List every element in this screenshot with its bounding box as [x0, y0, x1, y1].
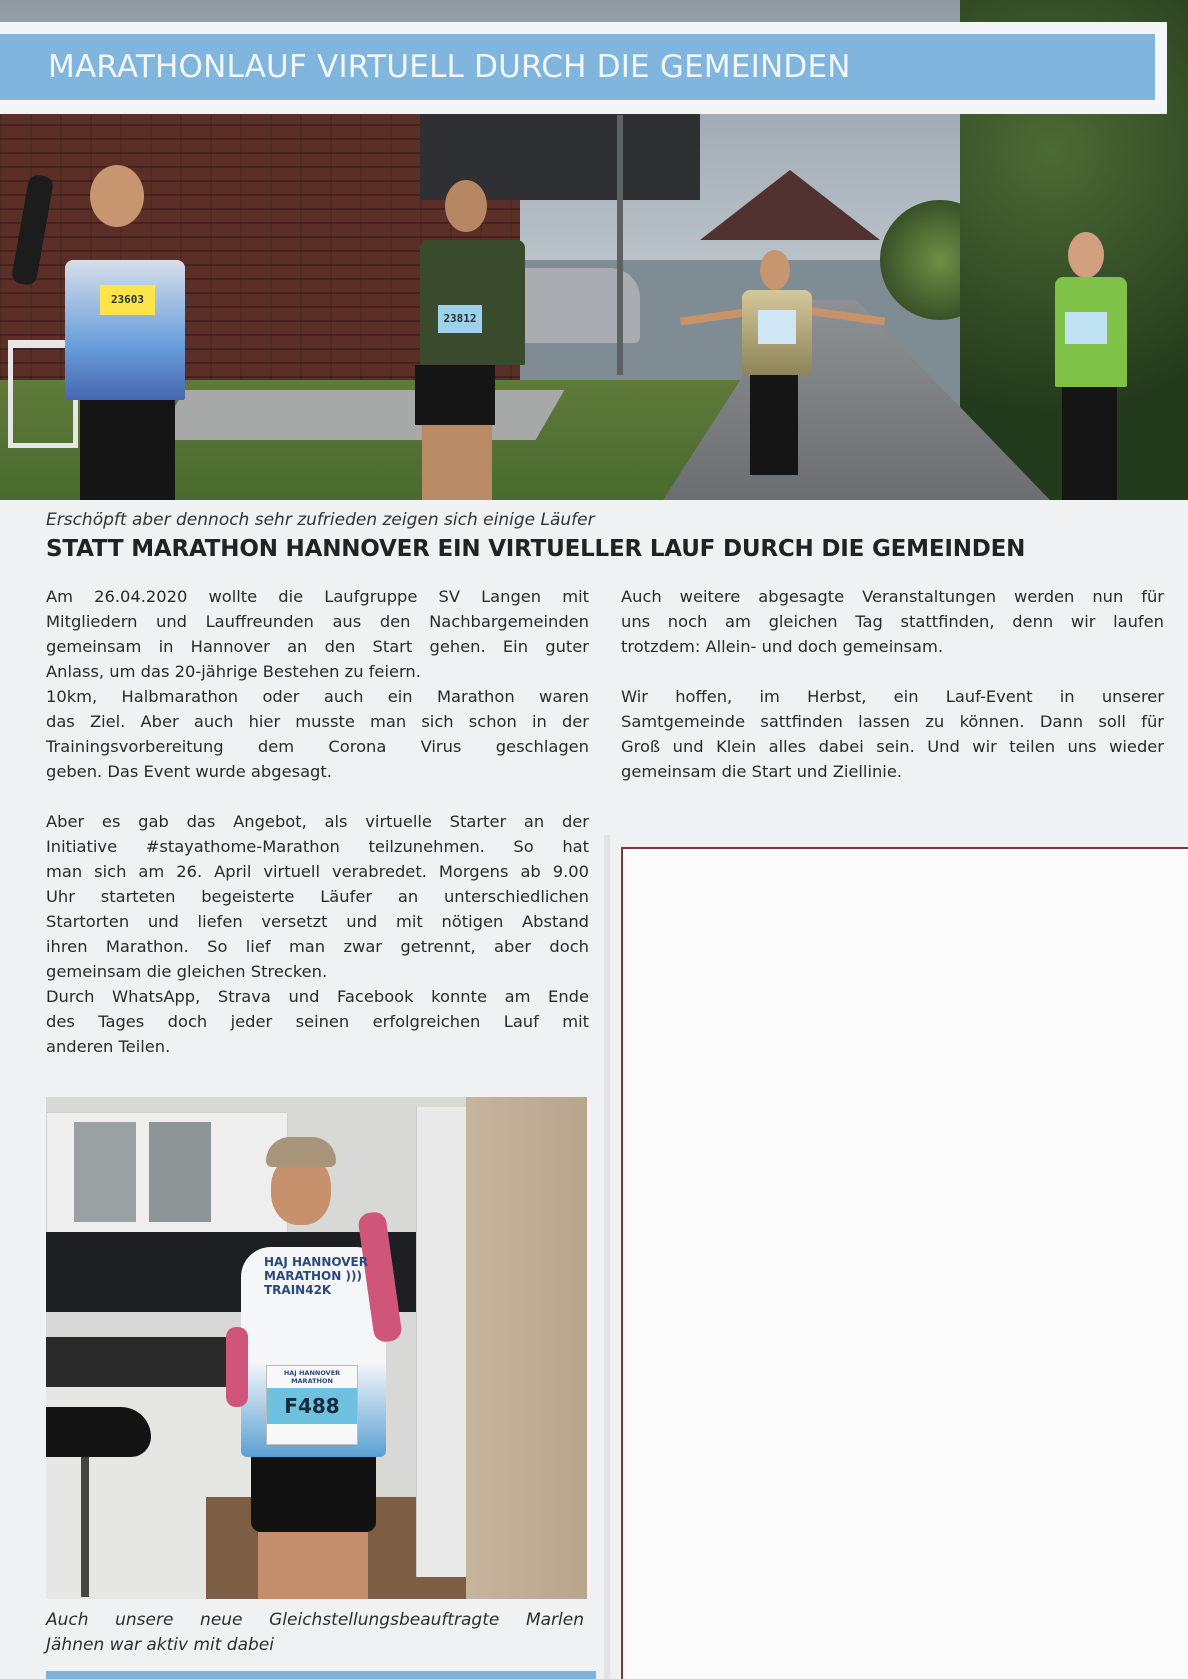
bottom-accent-bar [46, 1671, 596, 1679]
runner-1 [20, 165, 190, 500]
runner-hair [266, 1137, 336, 1167]
text-line: das Ziel. Aber auch hier musste man sich schon in der [46, 712, 589, 731]
runner-shorts [415, 365, 495, 425]
photo-cabinet-glass [74, 1122, 136, 1222]
runner-shirt [65, 260, 185, 400]
text-line: Groß und Klein alles dabei sein. Und wir teilen uns wieder [621, 737, 1164, 756]
bib-number: F488 [284, 1394, 340, 1418]
race-bib: 23603 [100, 285, 155, 315]
runner-4 [1010, 232, 1170, 500]
runner-marlen [236, 1137, 426, 1599]
photo-stool-leg [81, 1457, 89, 1597]
text-line: des Tages doch jeder seinen erfolgreichen Lauf mit [46, 1012, 589, 1031]
text-line: Startorten und liefen versetzt und mit nötigen Abstand [46, 912, 589, 931]
text-line: Mitgliedern und Lauffreunden aus den Nachbargemeinden [46, 612, 589, 631]
text-line: Am 26.04.2020 wollte die Laufgruppe SV Langen mit [46, 587, 589, 606]
shirt-text-line: TRAIN42K [264, 1283, 332, 1297]
paragraph-gap [621, 659, 1164, 684]
bib-header-line: HAJ HANNOVER [283, 1369, 341, 1377]
blank-content-box [621, 847, 1188, 1679]
text-line: Anlass, um das 20-jährige Bestehen zu feiern. [46, 662, 421, 681]
text-line: Auch weitere abgesagte Veranstaltungen werden nun für [621, 587, 1164, 606]
shirt-text-line: HAJ HANNOVER [264, 1255, 368, 1269]
photo-counter [46, 1337, 246, 1387]
race-bib [1065, 312, 1107, 344]
race-bib [266, 1365, 358, 1445]
text-line: man sich am 26. April virtuell verabredet. Morgens ab 9.00 [46, 862, 589, 881]
photo-cabinet-glass [149, 1122, 211, 1222]
caption-line: Jähnen war aktiv mit dabei [46, 1635, 274, 1655]
text-line: gemeinsam in Hannover an den Start gehen. Ein guter [46, 637, 589, 656]
text-line: Trainingsvorbereitung dem Corona Virus geschlagen [46, 737, 589, 756]
marlen-kitchen-photo [46, 1097, 587, 1599]
text-line: trotzdem: Allein- und doch gemeinsam. [621, 637, 944, 656]
runner-head [760, 250, 790, 290]
runner-tights [750, 375, 798, 475]
photo-caption: Erschöpft aber dennoch sehr zufrieden zeigen sich einige Läufer [46, 510, 595, 530]
runner-head [90, 165, 144, 227]
runner-3 [670, 250, 870, 500]
runner-shorts [251, 1457, 376, 1532]
text-line: Wir hoffen, im Herbst, ein Lauf-Event in unserer [621, 687, 1164, 706]
runner-tights [80, 400, 175, 500]
article-column-right [621, 584, 1164, 784]
text-line: gemeinsam die Start und Ziellinie. [621, 762, 903, 781]
runner-legs [422, 425, 492, 500]
text-line: Initiative #stayathome-Marathon teilzunehmen. So hat [46, 837, 589, 856]
caption-line: Auch unsere neue Gleichstellungsbeauftragte Marlen [46, 1610, 584, 1630]
bib-header [267, 1369, 357, 1385]
page-title: MARATHONLAUF VIRTUELL DURCH DIE GEMEINDEN [48, 49, 851, 85]
article-headline: STATT MARATHON HANNOVER EIN VIRTUELLER LAUF DURCH DIE GEMEINDEN [46, 536, 1026, 562]
runner-2 [400, 180, 540, 500]
bib-header-line: MARATHON [291, 1377, 333, 1385]
photo-street-lamp [617, 115, 623, 375]
column-shadow [604, 835, 610, 1679]
runner-shirt [420, 240, 525, 365]
text-line: gemeinsam die gleichen Strecken. [46, 962, 328, 981]
photo-wall [466, 1097, 587, 1599]
paragraph-gap [46, 784, 589, 809]
runner-tights [1062, 387, 1117, 500]
article-column-left [46, 584, 589, 1059]
text-line: 10km, Halbmarathon oder auch ein Marathon waren [46, 687, 589, 706]
shirt-text-line: MARATHON ))) [264, 1269, 362, 1283]
photo-bar-stool [46, 1407, 151, 1457]
text-line: ihren Marathon. So lief man zwar getrennt, aber doch [46, 937, 589, 956]
runner-head [1068, 232, 1104, 278]
text-line: uns noch am gleichen Tag stattfinden, denn wir laufen [621, 612, 1164, 631]
runner-arm [805, 306, 885, 325]
runner-legs [258, 1532, 368, 1599]
photo-caption-bottom [46, 1608, 584, 1658]
race-bib [758, 310, 796, 344]
text-line: anderen Teilen. [46, 1037, 171, 1056]
text-line: geben. Das Event wurde abgesagt. [46, 762, 332, 781]
runner-arm [226, 1327, 248, 1407]
text-line: Durch WhatsApp, Strava und Facebook konnte am Ende [46, 987, 589, 1006]
text-line: Uhr starteten begeisterte Läufer an unterschiedlichen [46, 887, 589, 906]
text-line: Aber es gab das Angebot, als virtuelle Starter an der [46, 812, 589, 831]
runner-head [445, 180, 487, 232]
race-bib: 23812 [438, 305, 482, 333]
text-line: Samtgemeinde sattfinden lassen zu können. Dann soll für [621, 712, 1164, 731]
shirt-print [264, 1255, 384, 1297]
